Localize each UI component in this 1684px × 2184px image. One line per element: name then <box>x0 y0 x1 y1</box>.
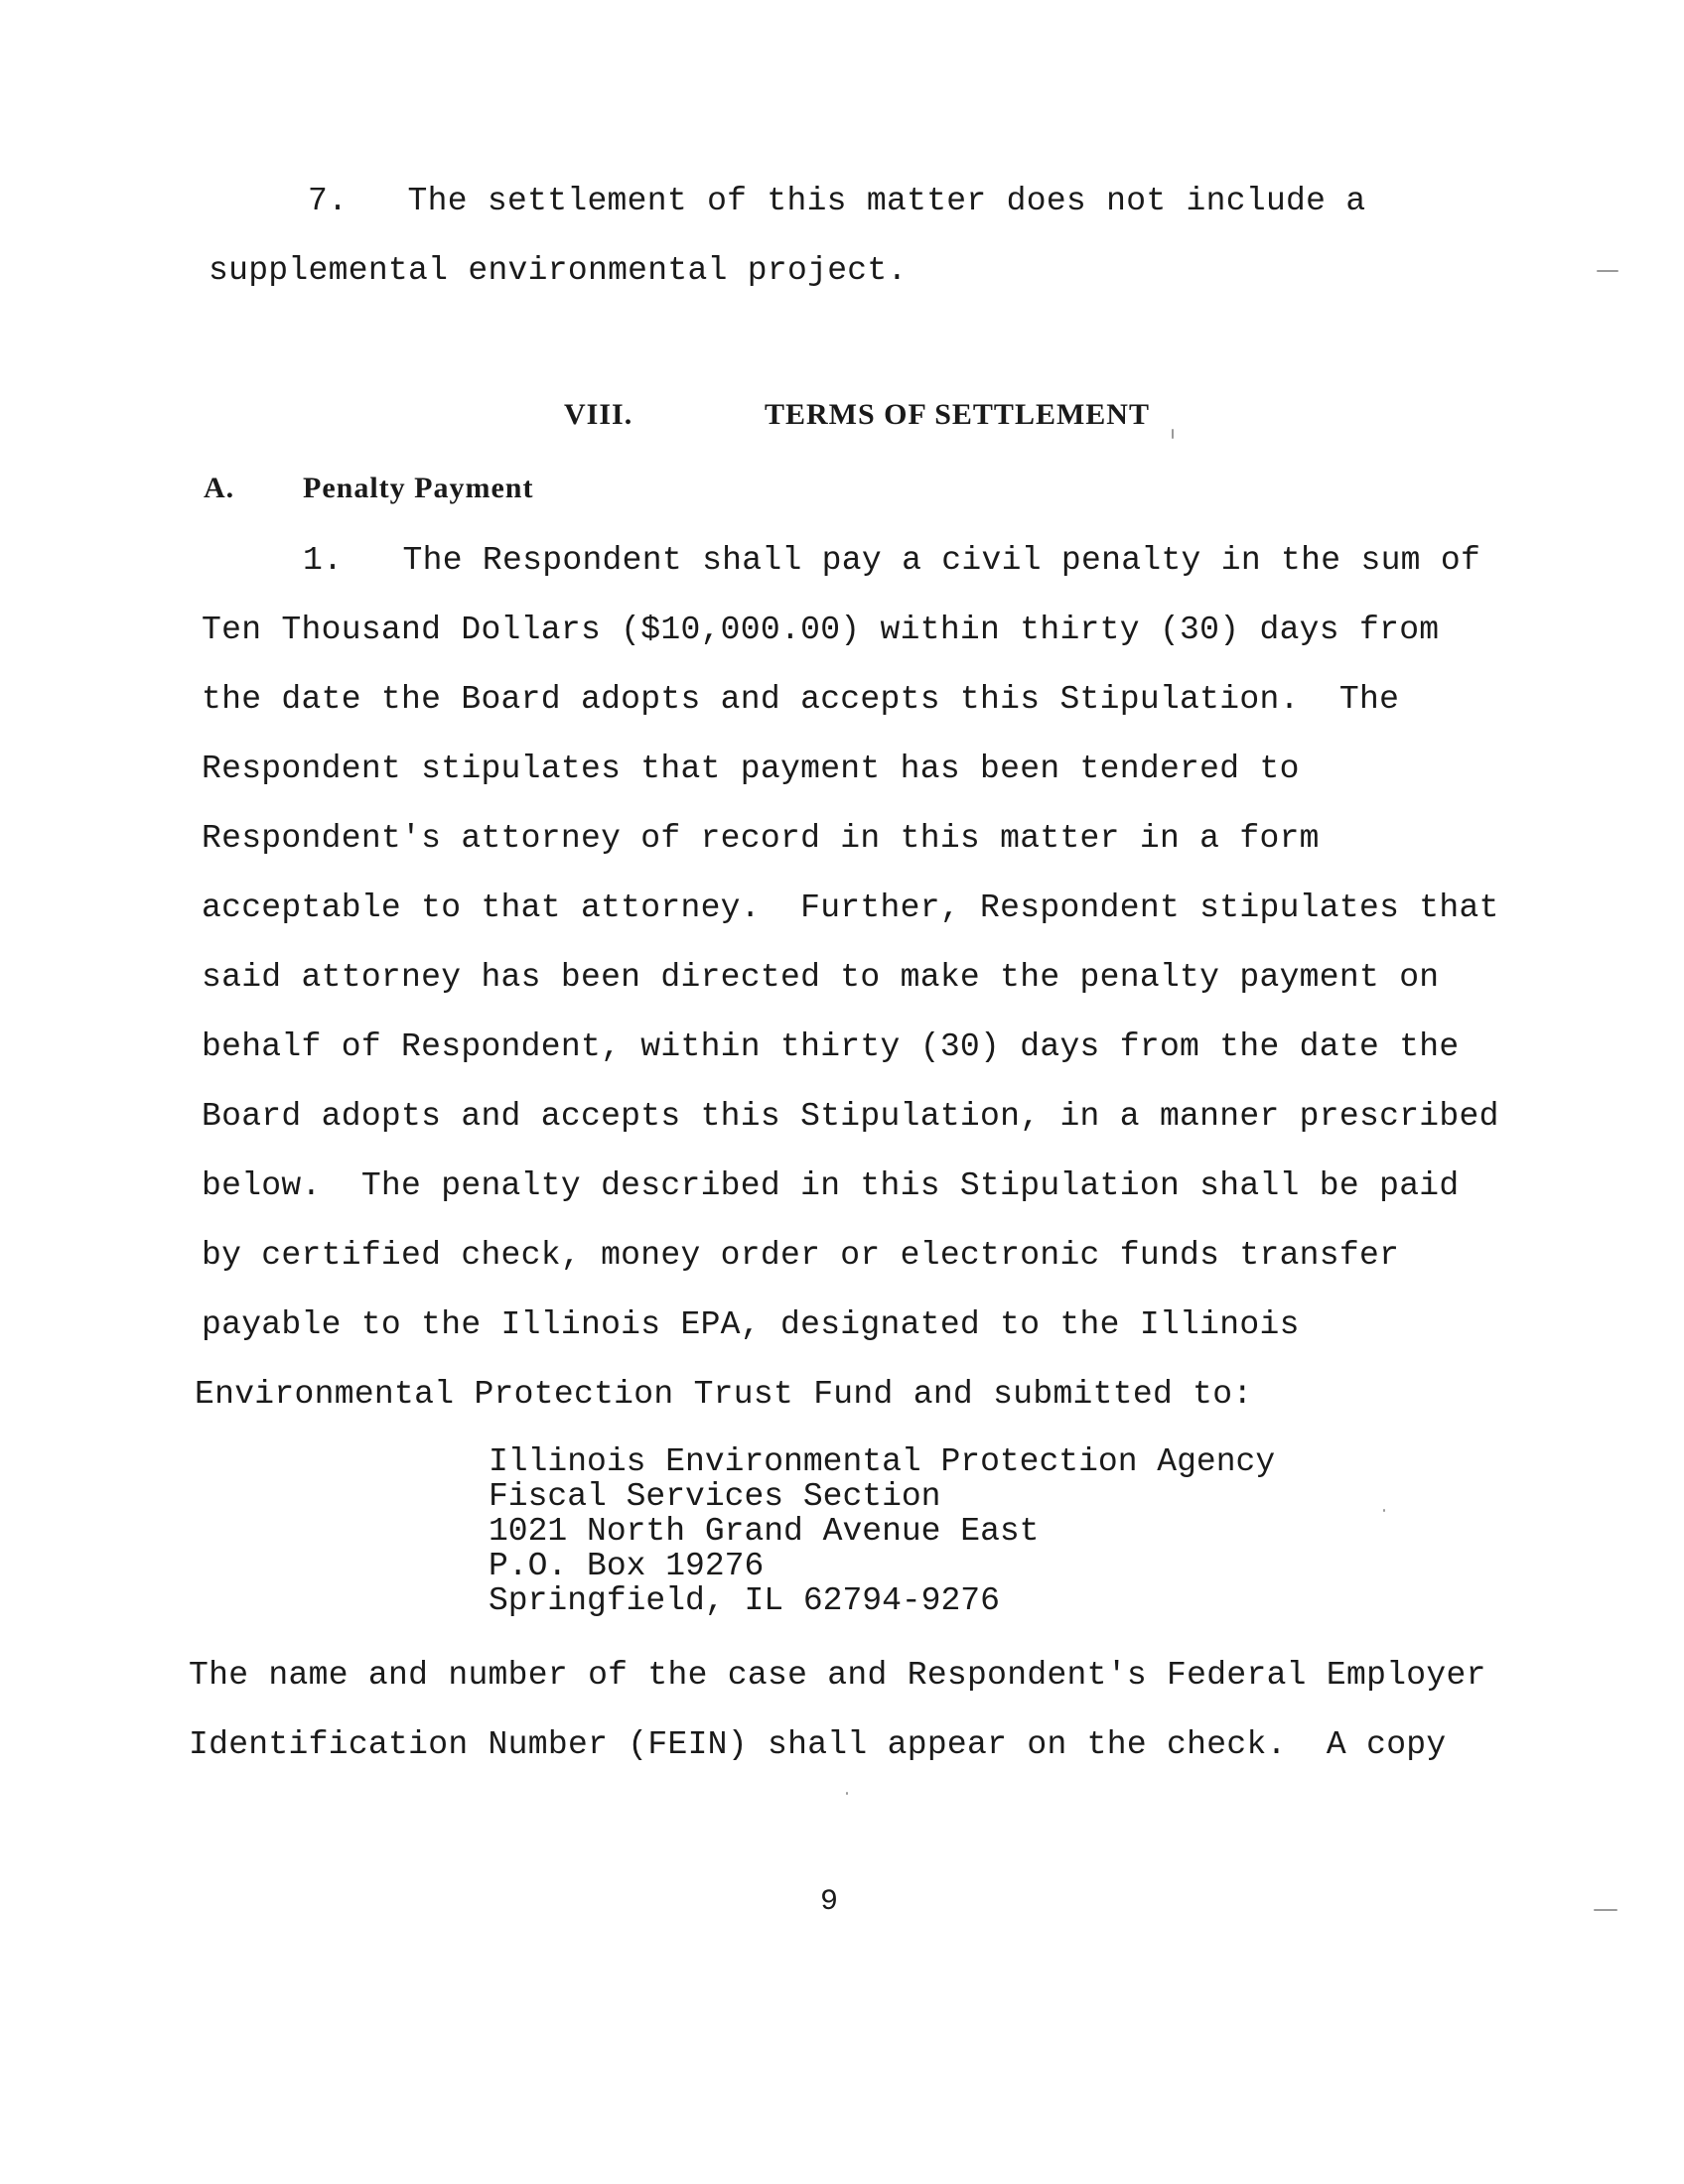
scan-speck <box>1172 429 1174 439</box>
page-number: 9 <box>820 1885 839 1919</box>
paragraph-1-line-9: Board adopts and accepts this Stipulation, in a manner prescribed <box>202 1098 1499 1135</box>
closing-line-2: Identification Number (FEIN) shall appear on the check. A copy <box>189 1726 1447 1763</box>
address-line-section: Fiscal Services Section <box>489 1478 941 1515</box>
scan-speck <box>846 1792 848 1795</box>
subsection-title: Penalty Payment <box>303 472 534 504</box>
scan-speck <box>1594 1909 1617 1911</box>
address-line-street: 1021 North Grand Avenue East <box>489 1513 1040 1550</box>
paragraph-7-line-2: supplemental environmental project. <box>209 252 908 289</box>
paragraph-1-line-5: Respondent's attorney of record in this matter in a form <box>202 820 1320 857</box>
paragraph-1-line-4: Respondent stipulates that payment has been tendered to <box>202 751 1300 787</box>
paragraph-1-line-10: below. The penalty described in this Stipulation shall be paid <box>202 1167 1460 1204</box>
section-title: TERMS OF SETTLEMENT <box>765 398 1150 431</box>
address-line-po-box: P.O. Box 19276 <box>489 1548 765 1584</box>
paragraph-1-line-11: by certified check, money order or electronic funds transfer <box>202 1237 1400 1274</box>
paragraph-1-line-1: 1. The Respondent shall pay a civil penalty in the sum of <box>303 542 1481 579</box>
closing-line-1: The name and number of the case and Respondent's Federal Employer <box>189 1657 1486 1694</box>
paragraph-1-line-12: payable to the Illinois EPA, designated to the Illinois <box>202 1306 1300 1343</box>
paragraph-1-line-7: said attorney has been directed to make the penalty payment on <box>202 959 1440 996</box>
subsection-letter: A. <box>204 472 235 504</box>
section-number: VIII. <box>564 398 633 431</box>
paragraph-1-line-8: behalf of Respondent, within thirty (30) days from the date the <box>202 1028 1460 1065</box>
paragraph-1-line-13: Environmental Protection Trust Fund and submitted to: <box>195 1376 1253 1413</box>
address-line-agency: Illinois Environmental Protection Agency <box>489 1443 1276 1480</box>
paragraph-1-line-2: Ten Thousand Dollars ($10,000.00) within thirty (30) days from <box>202 612 1440 648</box>
scan-speck <box>1383 1509 1385 1512</box>
scan-speck <box>1597 270 1618 272</box>
paragraph-1-line-6: acceptable to that attorney. Further, Respondent stipulates that <box>202 889 1499 926</box>
address-line-city: Springfield, IL 62794-9276 <box>489 1582 1000 1619</box>
paragraph-1-line-3: the date the Board adopts and accepts this Stipulation. The <box>202 681 1400 718</box>
paragraph-7-line-1: 7. The settlement of this matter does not include a <box>308 183 1366 219</box>
